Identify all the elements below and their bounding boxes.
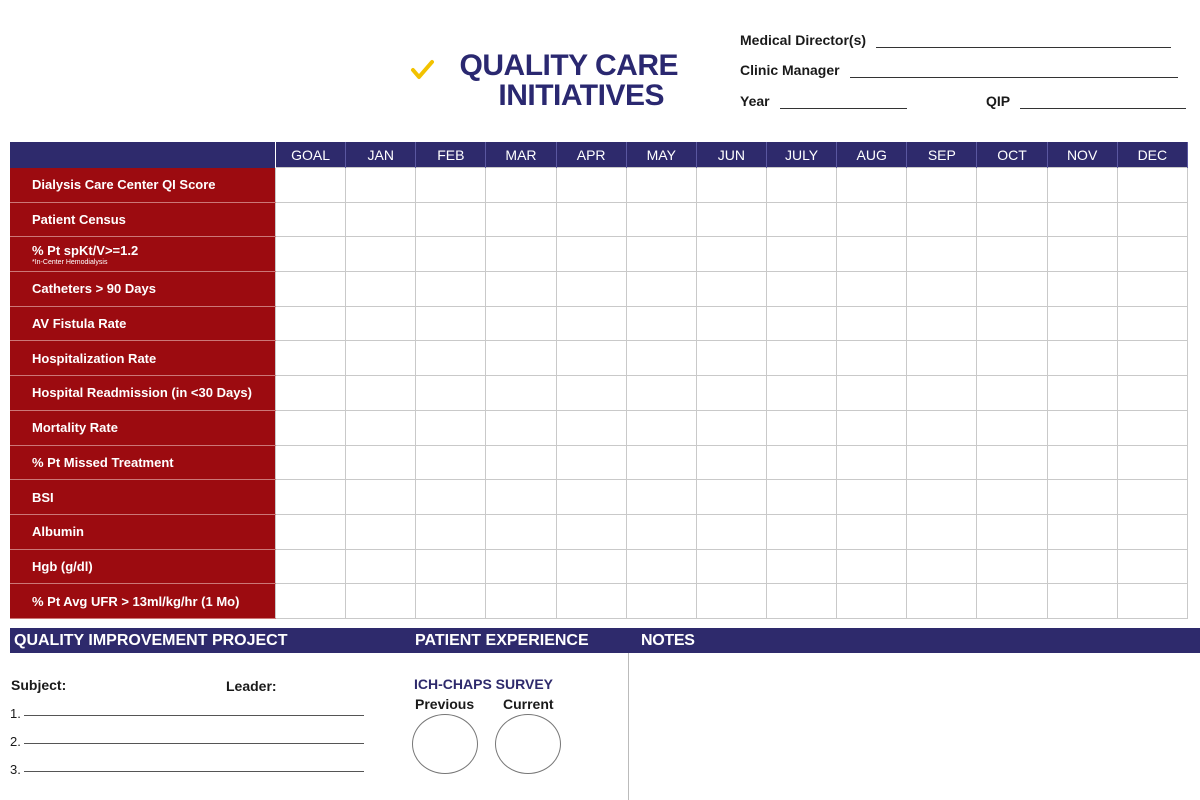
logo (408, 50, 678, 110)
entry-cell[interactable] (907, 202, 977, 237)
entry-cell[interactable] (1047, 410, 1117, 445)
entry-cell[interactable] (766, 410, 836, 445)
entry-cell[interactable] (626, 202, 696, 237)
entry-cell[interactable] (1047, 445, 1117, 480)
qip-item-number: 2. (10, 734, 21, 749)
entry-cell[interactable] (766, 341, 836, 376)
table-row (10, 272, 1188, 307)
entry-cell[interactable] (837, 306, 907, 341)
qip-item-line[interactable] (24, 743, 364, 744)
entry-cell[interactable] (977, 480, 1047, 515)
column-header: NOV (1047, 142, 1117, 168)
entry-cell[interactable] (696, 480, 766, 515)
table-corner (10, 142, 276, 168)
qip-line (1020, 107, 1186, 109)
row-label-text: Dialysis Care Center QI Score (32, 177, 216, 193)
table-row (10, 376, 1188, 411)
entry-cell[interactable] (977, 272, 1047, 307)
entry-cell[interactable] (346, 584, 416, 619)
entry-cell[interactable] (626, 272, 696, 307)
entry-cell[interactable] (276, 549, 346, 584)
entry-cell[interactable] (556, 306, 626, 341)
entry-cell[interactable] (977, 168, 1047, 203)
entry-cell[interactable] (346, 168, 416, 203)
table-row (10, 584, 1188, 619)
current-label: Current (503, 696, 554, 712)
entry-cell[interactable] (486, 445, 556, 480)
entry-cell[interactable] (556, 237, 626, 272)
entry-cell[interactable] (1047, 341, 1117, 376)
entry-cell[interactable] (1117, 480, 1187, 515)
previous-score-circle[interactable] (412, 714, 478, 774)
entry-cell[interactable] (1117, 410, 1187, 445)
entry-cell[interactable] (556, 549, 626, 584)
entry-cell[interactable] (977, 549, 1047, 584)
entry-cell[interactable] (346, 272, 416, 307)
entry-cell[interactable] (837, 341, 907, 376)
entry-cell[interactable] (1117, 272, 1187, 307)
entry-cell[interactable] (1047, 272, 1117, 307)
table-row (10, 410, 1188, 445)
row-label-text: Hospital Readmission (in <30 Days) (32, 385, 252, 401)
row-label (10, 410, 276, 445)
row-label (10, 584, 276, 619)
entry-cell[interactable] (907, 168, 977, 203)
entry-cell[interactable] (837, 202, 907, 237)
row-label (10, 341, 276, 376)
column-header: MAR (486, 142, 556, 168)
entry-cell[interactable] (837, 410, 907, 445)
column-header: OCT (977, 142, 1047, 168)
entry-cell[interactable] (416, 584, 486, 619)
entry-cell[interactable] (1117, 341, 1187, 376)
entry-cell[interactable] (766, 168, 836, 203)
row-label-note: *In-Center Hemodialysis (32, 258, 108, 266)
entry-cell[interactable] (486, 376, 556, 411)
row-label-text: Patient Census (32, 212, 126, 228)
entry-cell[interactable] (276, 306, 346, 341)
logo-line-1 (408, 50, 678, 82)
entry-cell[interactable] (346, 306, 416, 341)
entry-cell[interactable] (696, 168, 766, 203)
previous-label: Previous (415, 696, 475, 712)
entry-cell[interactable] (626, 376, 696, 411)
entry-cell[interactable] (276, 168, 346, 203)
table-row (10, 445, 1188, 480)
row-label-text: Albumin (32, 524, 84, 540)
entry-cell[interactable] (1047, 237, 1117, 272)
entry-cell[interactable] (1047, 480, 1117, 515)
year-field[interactable] (740, 93, 907, 109)
column-header: DEC (1117, 142, 1187, 168)
entry-cell[interactable] (416, 514, 486, 549)
entry-cell[interactable] (276, 514, 346, 549)
entry-cell[interactable] (1117, 584, 1187, 619)
entry-cell[interactable] (837, 272, 907, 307)
entry-cell[interactable] (907, 272, 977, 307)
entry-cell[interactable] (276, 202, 346, 237)
entry-cell[interactable] (696, 514, 766, 549)
entry-cell[interactable] (977, 445, 1047, 480)
entry-cell[interactable] (486, 514, 556, 549)
row-label (10, 237, 276, 272)
column-header: APR (556, 142, 626, 168)
entry-cell[interactable] (556, 341, 626, 376)
entry-cell[interactable] (416, 410, 486, 445)
entry-cell[interactable] (1117, 549, 1187, 584)
column-header: GOAL (276, 142, 346, 168)
entry-cell[interactable] (346, 341, 416, 376)
column-header: JAN (346, 142, 416, 168)
entry-cell[interactable] (346, 514, 416, 549)
clinic-manager-field[interactable] (740, 62, 1178, 78)
qip-label: QIP (986, 93, 1011, 109)
qip-item-number: 1. (10, 706, 21, 721)
entry-cell[interactable] (766, 584, 836, 619)
entry-cell[interactable] (977, 584, 1047, 619)
entry-cell[interactable] (1117, 202, 1187, 237)
entry-cell[interactable] (837, 584, 907, 619)
entry-cell[interactable] (416, 480, 486, 515)
current-score-circle[interactable] (495, 714, 561, 774)
qip-section-title: QUALITY IMPROVEMENT PROJECT (10, 628, 409, 653)
column-header: JULY (766, 142, 836, 168)
medical-director-label: Medical Director(s) (740, 32, 867, 48)
entry-cell[interactable] (696, 549, 766, 584)
qip-item-line[interactable] (24, 715, 364, 716)
entry-cell[interactable] (1117, 237, 1187, 272)
row-label-text: % Pt spKt/V>=1.2 (32, 242, 139, 258)
monthly-metrics-table (10, 142, 1188, 619)
entry-cell[interactable] (346, 549, 416, 584)
entry-cell[interactable] (626, 584, 696, 619)
entry-cell[interactable] (837, 376, 907, 411)
entry-cell[interactable] (766, 202, 836, 237)
entry-cell[interactable] (276, 272, 346, 307)
entry-cell[interactable] (416, 549, 486, 584)
entry-cell[interactable] (626, 514, 696, 549)
entry-cell[interactable] (696, 410, 766, 445)
year-label: Year (740, 93, 770, 109)
entry-cell[interactable] (276, 445, 346, 480)
entry-cell[interactable] (556, 480, 626, 515)
entry-cell[interactable] (1047, 514, 1117, 549)
entry-cell[interactable] (977, 237, 1047, 272)
qip-item-number: 3. (10, 762, 21, 777)
entry-cell[interactable] (696, 272, 766, 307)
leader-label: Leader: (226, 678, 277, 694)
entry-cell[interactable] (556, 445, 626, 480)
entry-cell[interactable] (346, 202, 416, 237)
row-label (10, 306, 276, 341)
entry-cell[interactable] (556, 584, 626, 619)
entry-cell[interactable] (486, 410, 556, 445)
row-label-text: % Pt Missed Treatment (32, 454, 174, 470)
entry-cell[interactable] (416, 168, 486, 203)
entry-cell[interactable] (977, 202, 1047, 237)
row-label (10, 202, 276, 237)
column-header: AUG (837, 142, 907, 168)
entry-cell[interactable] (556, 202, 626, 237)
table-header-row (10, 142, 1188, 168)
entry-cell[interactable] (907, 237, 977, 272)
notes-divider (628, 653, 629, 800)
entry-cell[interactable] (626, 341, 696, 376)
entry-cell[interactable] (416, 445, 486, 480)
entry-cell[interactable] (907, 341, 977, 376)
entry-cell[interactable] (696, 306, 766, 341)
entry-cell[interactable] (766, 480, 836, 515)
entry-cell[interactable] (907, 549, 977, 584)
medical-director-line (876, 46, 1171, 48)
entry-cell[interactable] (556, 376, 626, 411)
entry-cell[interactable] (556, 168, 626, 203)
entry-cell[interactable] (276, 237, 346, 272)
entry-cell[interactable] (346, 410, 416, 445)
row-label (10, 514, 276, 549)
year-line (780, 107, 907, 109)
entry-cell[interactable] (907, 410, 977, 445)
qip-item-line[interactable] (24, 771, 364, 772)
clinic-manager-line (850, 76, 1178, 78)
entry-cell[interactable] (1047, 584, 1117, 619)
table-row (10, 549, 1188, 584)
entry-cell[interactable] (696, 445, 766, 480)
entry-cell[interactable] (1047, 306, 1117, 341)
entry-cell[interactable] (556, 514, 626, 549)
entry-cell[interactable] (346, 237, 416, 272)
entry-cell[interactable] (1117, 445, 1187, 480)
entry-cell[interactable] (1047, 168, 1117, 203)
column-header: FEB (416, 142, 486, 168)
medical-director-field[interactable] (740, 32, 1171, 48)
entry-cell[interactable] (416, 272, 486, 307)
entry-cell[interactable] (766, 514, 836, 549)
entry-cell[interactable] (766, 272, 836, 307)
row-label (10, 549, 276, 584)
entry-cell[interactable] (837, 514, 907, 549)
entry-cell[interactable] (696, 341, 766, 376)
entry-cell[interactable] (276, 584, 346, 619)
notes-title: NOTES (628, 628, 1200, 653)
entry-cell[interactable] (1117, 168, 1187, 203)
entry-cell[interactable] (837, 168, 907, 203)
column-header: SEP (907, 142, 977, 168)
row-label-text: Catheters > 90 Days (32, 281, 156, 297)
table-row (10, 237, 1188, 272)
entry-cell[interactable] (977, 376, 1047, 411)
entry-cell[interactable] (766, 306, 836, 341)
entry-cell[interactable] (977, 341, 1047, 376)
entry-cell[interactable] (416, 306, 486, 341)
clinic-manager-label: Clinic Manager (740, 62, 840, 78)
table-row (10, 341, 1188, 376)
entry-cell[interactable] (416, 341, 486, 376)
entry-cell[interactable] (556, 410, 626, 445)
table-row (10, 306, 1188, 341)
entry-cell[interactable] (766, 376, 836, 411)
entry-cell[interactable] (346, 480, 416, 515)
survey-title: ICH-CHAPS SURVEY (414, 676, 553, 692)
entry-cell[interactable] (696, 584, 766, 619)
entry-cell[interactable] (977, 306, 1047, 341)
entry-cell[interactable] (416, 376, 486, 411)
table-row (10, 168, 1188, 203)
row-label-text: Hospitalization Rate (32, 350, 157, 366)
logo-text-1: QUALITY CARE (459, 49, 678, 82)
row-label-text: Hgb (g/dl) (32, 558, 93, 574)
entry-cell[interactable] (977, 514, 1047, 549)
entry-cell[interactable] (486, 584, 556, 619)
patient-experience-title: PATIENT EXPERIENCE (409, 628, 628, 653)
row-label (10, 376, 276, 411)
entry-cell[interactable] (626, 410, 696, 445)
entry-cell[interactable] (486, 202, 556, 237)
entry-cell[interactable] (556, 272, 626, 307)
row-label-text: % Pt Avg UFR > 13ml/kg/hr (1 Mo) (32, 593, 240, 609)
entry-cell[interactable] (626, 306, 696, 341)
entry-cell[interactable] (696, 237, 766, 272)
entry-cell[interactable] (907, 445, 977, 480)
entry-cell[interactable] (626, 480, 696, 515)
row-label-text: BSI (32, 489, 54, 505)
entry-cell[interactable] (416, 237, 486, 272)
entry-cell[interactable] (696, 376, 766, 411)
entry-cell[interactable] (837, 480, 907, 515)
row-label (10, 480, 276, 515)
entry-cell[interactable] (766, 445, 836, 480)
entry-cell[interactable] (907, 584, 977, 619)
column-header: MAY (626, 142, 696, 168)
row-label (10, 272, 276, 307)
entry-cell[interactable] (486, 168, 556, 203)
column-header: JUN (696, 142, 766, 168)
subject-label: Subject: (11, 677, 67, 693)
logo-line-2: INITIATIVES (498, 79, 664, 112)
entry-cell[interactable] (907, 376, 977, 411)
qip-field[interactable] (986, 93, 1186, 109)
entry-cell[interactable] (486, 480, 556, 515)
entry-cell[interactable] (276, 410, 346, 445)
entry-cell[interactable] (1117, 306, 1187, 341)
entry-cell[interactable] (1047, 202, 1117, 237)
entry-cell[interactable] (907, 306, 977, 341)
entry-cell[interactable] (626, 237, 696, 272)
entry-cell[interactable] (766, 237, 836, 272)
entry-cell[interactable] (626, 445, 696, 480)
entry-cell[interactable] (346, 376, 416, 411)
entry-cell[interactable] (276, 480, 346, 515)
entry-cell[interactable] (837, 549, 907, 584)
entry-cell[interactable] (907, 514, 977, 549)
entry-cell[interactable] (486, 341, 556, 376)
entry-cell[interactable] (486, 272, 556, 307)
entry-cell[interactable] (626, 168, 696, 203)
row-label-text: AV Fistula Rate (32, 316, 127, 332)
entry-cell[interactable] (837, 237, 907, 272)
entry-cell[interactable] (486, 549, 556, 584)
entry-cell[interactable] (1117, 514, 1187, 549)
entry-cell[interactable] (907, 480, 977, 515)
entry-cell[interactable] (276, 376, 346, 411)
table-row (10, 480, 1188, 515)
table-row (10, 202, 1188, 237)
entry-cell[interactable] (1117, 376, 1187, 411)
entry-cell[interactable] (416, 202, 486, 237)
entry-cell[interactable] (626, 549, 696, 584)
entry-cell[interactable] (837, 445, 907, 480)
entry-cell[interactable] (486, 237, 556, 272)
entry-cell[interactable] (1047, 549, 1117, 584)
entry-cell[interactable] (486, 306, 556, 341)
entry-cell[interactable] (766, 549, 836, 584)
entry-cell[interactable] (1047, 376, 1117, 411)
entry-cell[interactable] (346, 445, 416, 480)
entry-cell[interactable] (696, 202, 766, 237)
checkmark-icon (410, 58, 434, 82)
row-label (10, 445, 276, 480)
row-label-text: Mortality Rate (32, 420, 118, 436)
table-row (10, 514, 1188, 549)
entry-cell[interactable] (276, 341, 346, 376)
row-label (10, 168, 276, 203)
entry-cell[interactable] (977, 410, 1047, 445)
